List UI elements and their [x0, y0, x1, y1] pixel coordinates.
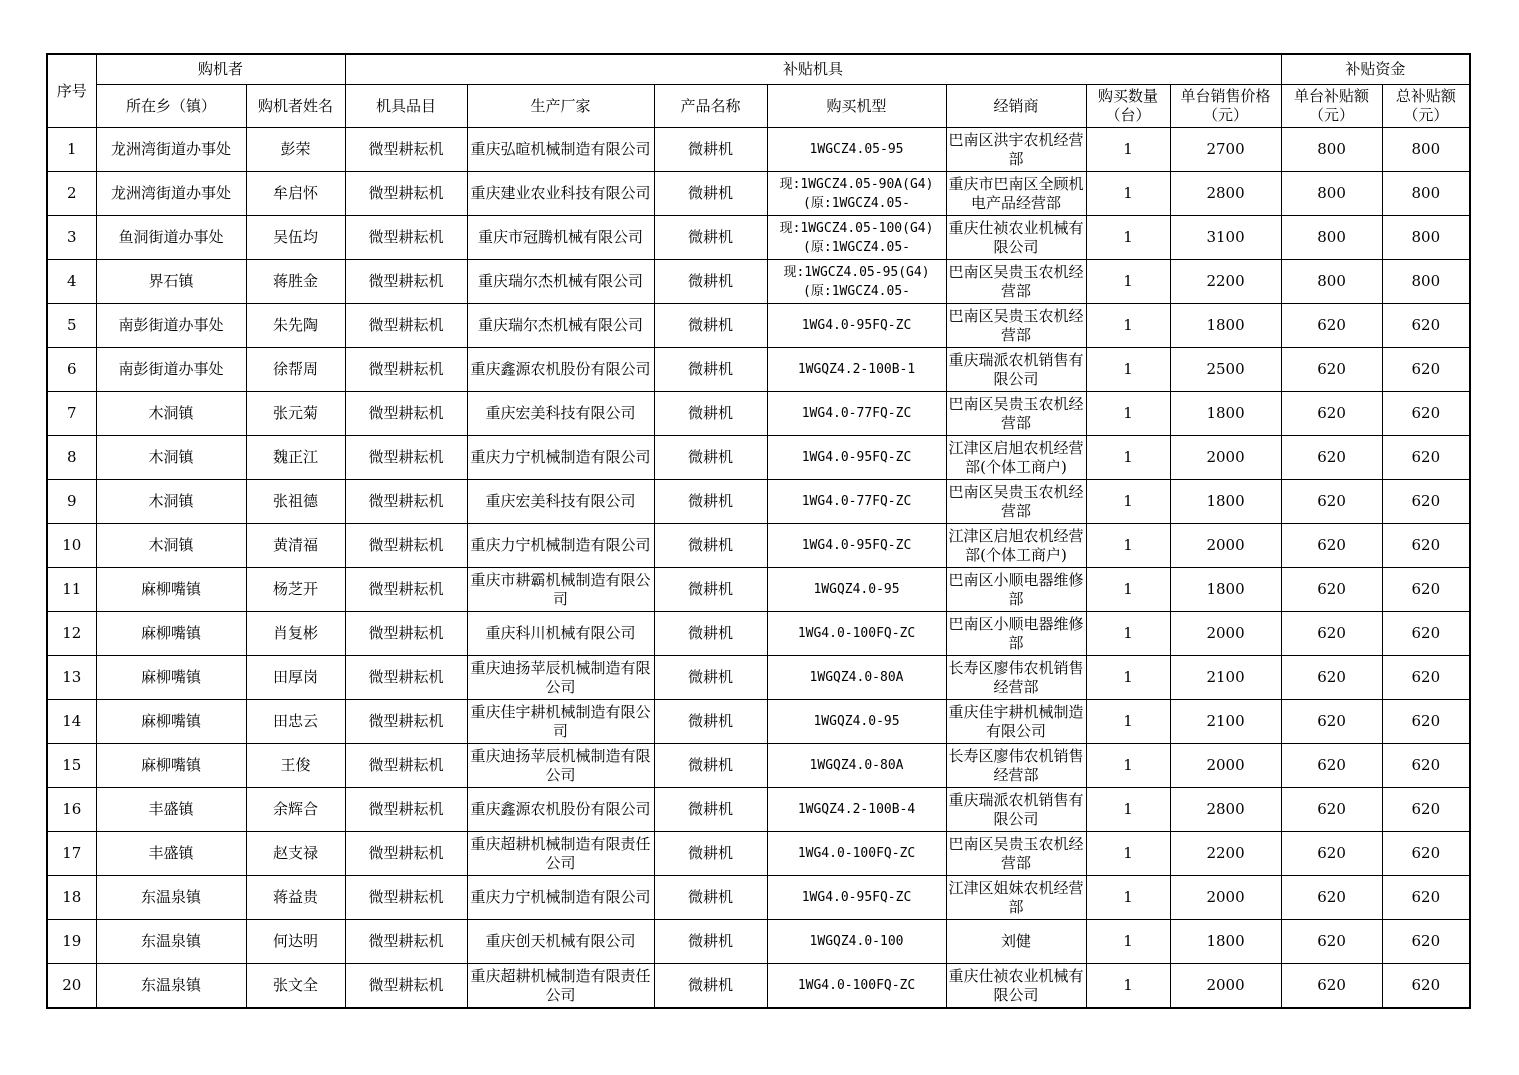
cell-category: 微型耕耘机 — [345, 656, 467, 700]
cell-unit-subsidy: 620 — [1281, 744, 1382, 788]
cell-name: 蒋益贵 — [246, 876, 345, 920]
cell-total-subsidy: 620 — [1382, 436, 1470, 480]
cell-product: 微耕机 — [654, 436, 767, 480]
cell-price: 2700 — [1170, 128, 1281, 172]
cell-dealer: 刘健 — [946, 920, 1086, 964]
cell-dealer: 巴南区吴贵玉农机经营部 — [946, 304, 1086, 348]
cell-model: 1WG4.0-95FQ-ZC — [767, 876, 946, 920]
cell-unit-subsidy: 620 — [1281, 876, 1382, 920]
cell-name: 徐帮周 — [246, 348, 345, 392]
table-row — [47, 348, 1470, 392]
cell-qty: 1 — [1086, 260, 1170, 304]
cell-maker: 重庆建业农业科技有限公司 — [467, 172, 654, 216]
cell-unit-subsidy: 620 — [1281, 392, 1382, 436]
cell-price: 2000 — [1170, 876, 1281, 920]
cell-dealer: 巴南区吴贵玉农机经营部 — [946, 260, 1086, 304]
table-row — [47, 920, 1470, 964]
cell-qty: 1 — [1086, 656, 1170, 700]
table-row — [47, 260, 1470, 304]
cell-dealer: 长寿区廖伟农机销售经营部 — [946, 656, 1086, 700]
cell-name: 杨芝开 — [246, 568, 345, 612]
cell-name: 赵支禄 — [246, 832, 345, 876]
header-maker: 生产厂家 — [467, 85, 654, 128]
cell-category: 微型耕耘机 — [345, 876, 467, 920]
cell-product: 微耕机 — [654, 964, 767, 1009]
cell-total-subsidy: 800 — [1382, 216, 1470, 260]
cell-dealer: 江津区姐妹农机经营部 — [946, 876, 1086, 920]
header-row-columns — [47, 85, 1470, 128]
cell-price: 1800 — [1170, 392, 1281, 436]
cell-product: 微耕机 — [654, 304, 767, 348]
cell-town: 界石镇 — [96, 260, 246, 304]
cell-price: 2200 — [1170, 260, 1281, 304]
cell-maker: 重庆市耕霸机械制造有限公司 — [467, 568, 654, 612]
cell-qty: 1 — [1086, 480, 1170, 524]
header-product: 产品名称 — [654, 85, 767, 128]
cell-name: 牟启怀 — [246, 172, 345, 216]
cell-product: 微耕机 — [654, 480, 767, 524]
cell-unit-subsidy: 620 — [1281, 832, 1382, 876]
cell-qty: 1 — [1086, 304, 1170, 348]
cell-price: 2000 — [1170, 964, 1281, 1009]
cell-qty: 1 — [1086, 392, 1170, 436]
table-row — [47, 656, 1470, 700]
cell-total-subsidy: 620 — [1382, 656, 1470, 700]
cell-category: 微型耕耘机 — [345, 744, 467, 788]
cell-model: 1WGCZ4.05-95 — [767, 128, 946, 172]
cell-unit-subsidy: 800 — [1281, 172, 1382, 216]
cell-price: 2000 — [1170, 612, 1281, 656]
header-dealer: 经销商 — [946, 85, 1086, 128]
cell-town: 麻柳嘴镇 — [96, 744, 246, 788]
cell-price: 2800 — [1170, 172, 1281, 216]
cell-model: 1WG4.0-95FQ-ZC — [767, 436, 946, 480]
cell-unit-subsidy: 620 — [1281, 568, 1382, 612]
table-row — [47, 172, 1470, 216]
cell-category: 微型耕耘机 — [345, 304, 467, 348]
cell-maker: 重庆力宁机械制造有限公司 — [467, 524, 654, 568]
cell-maker: 重庆弘暄机械制造有限公司 — [467, 128, 654, 172]
cell-category: 微型耕耘机 — [345, 568, 467, 612]
cell-unit-subsidy: 800 — [1281, 260, 1382, 304]
table-row — [47, 832, 1470, 876]
cell-name: 黄清福 — [246, 524, 345, 568]
cell-maker: 重庆市冠腾机械有限公司 — [467, 216, 654, 260]
cell-category: 微型耕耘机 — [345, 788, 467, 832]
cell-category: 微型耕耘机 — [345, 348, 467, 392]
cell-product: 微耕机 — [654, 920, 767, 964]
header-town: 所在乡（镇） — [96, 85, 246, 128]
cell-category: 微型耕耘机 — [345, 436, 467, 480]
cell-price: 2000 — [1170, 436, 1281, 480]
cell-product: 微耕机 — [654, 260, 767, 304]
cell-model: 1WG4.0-77FQ-ZC — [767, 480, 946, 524]
cell-name: 蒋胜金 — [246, 260, 345, 304]
cell-name: 田厚岗 — [246, 656, 345, 700]
cell-name: 何达明 — [246, 920, 345, 964]
cell-maker: 重庆力宁机械制造有限公司 — [467, 876, 654, 920]
cell-total-subsidy: 800 — [1382, 172, 1470, 216]
cell-unit-subsidy: 620 — [1281, 348, 1382, 392]
cell-category: 微型耕耘机 — [345, 832, 467, 876]
cell-dealer: 重庆瑞派农机销售有限公司 — [946, 348, 1086, 392]
cell-seq: 18 — [47, 876, 96, 920]
cell-name: 田忠云 — [246, 700, 345, 744]
cell-seq: 20 — [47, 964, 96, 1009]
header-seq: 序号 — [47, 54, 96, 128]
cell-model: 1WGQZ4.0-100 — [767, 920, 946, 964]
cell-qty: 1 — [1086, 568, 1170, 612]
cell-total-subsidy: 620 — [1382, 744, 1470, 788]
cell-name: 张文全 — [246, 964, 345, 1009]
cell-product: 微耕机 — [654, 568, 767, 612]
cell-seq: 15 — [47, 744, 96, 788]
cell-model: 现:1WGCZ4.05-95(G4)(原:1WGCZ4.05- — [767, 260, 946, 304]
cell-seq: 14 — [47, 700, 96, 744]
cell-model: 1WGQZ4.0-95 — [767, 700, 946, 744]
cell-qty: 1 — [1086, 612, 1170, 656]
cell-price: 1800 — [1170, 568, 1281, 612]
cell-model: 1WGQZ4.0-95 — [767, 568, 946, 612]
cell-product: 微耕机 — [654, 348, 767, 392]
cell-category: 微型耕耘机 — [345, 392, 467, 436]
cell-name: 张祖德 — [246, 480, 345, 524]
cell-price: 2000 — [1170, 524, 1281, 568]
cell-unit-subsidy: 620 — [1281, 920, 1382, 964]
cell-model: 1WGQZ4.2-100B-1 — [767, 348, 946, 392]
cell-total-subsidy: 620 — [1382, 788, 1470, 832]
cell-maker: 重庆瑞尔杰机械有限公司 — [467, 260, 654, 304]
cell-unit-subsidy: 620 — [1281, 304, 1382, 348]
cell-total-subsidy: 620 — [1382, 920, 1470, 964]
table-row — [47, 480, 1470, 524]
cell-seq: 5 — [47, 304, 96, 348]
cell-town: 鱼洞街道办事处 — [96, 216, 246, 260]
cell-unit-subsidy: 800 — [1281, 216, 1382, 260]
header-name: 购机者姓名 — [246, 85, 345, 128]
cell-total-subsidy: 620 — [1382, 524, 1470, 568]
cell-seq: 10 — [47, 524, 96, 568]
cell-maker: 重庆鑫源农机股份有限公司 — [467, 788, 654, 832]
cell-town: 龙洲湾街道办事处 — [96, 128, 246, 172]
cell-dealer: 重庆仕祯农业机械有限公司 — [946, 964, 1086, 1009]
cell-dealer: 重庆市巴南区全顾机电产品经营部 — [946, 172, 1086, 216]
cell-product: 微耕机 — [654, 128, 767, 172]
cell-dealer: 重庆佳宇耕机械制造有限公司 — [946, 700, 1086, 744]
cell-model: 1WGQZ4.0-80A — [767, 656, 946, 700]
header-total-subsidy: 总补贴额（元） — [1382, 85, 1470, 128]
cell-unit-subsidy: 620 — [1281, 788, 1382, 832]
table-row — [47, 612, 1470, 656]
cell-price: 3100 — [1170, 216, 1281, 260]
header-funds-group: 补贴资金 — [1281, 54, 1470, 85]
cell-town: 东温泉镇 — [96, 920, 246, 964]
cell-model: 1WG4.0-95FQ-ZC — [767, 524, 946, 568]
cell-maker: 重庆超耕机械制造有限责任公司 — [467, 832, 654, 876]
cell-price: 2100 — [1170, 700, 1281, 744]
cell-qty: 1 — [1086, 348, 1170, 392]
cell-total-subsidy: 800 — [1382, 260, 1470, 304]
cell-dealer: 长寿区廖伟农机销售经营部 — [946, 744, 1086, 788]
cell-seq: 11 — [47, 568, 96, 612]
cell-unit-subsidy: 620 — [1281, 700, 1382, 744]
cell-unit-subsidy: 800 — [1281, 128, 1382, 172]
cell-unit-subsidy: 620 — [1281, 436, 1382, 480]
cell-category: 微型耕耘机 — [345, 964, 467, 1009]
cell-qty: 1 — [1086, 524, 1170, 568]
cell-price: 2800 — [1170, 788, 1281, 832]
cell-name: 肖复彬 — [246, 612, 345, 656]
cell-seq: 17 — [47, 832, 96, 876]
cell-name: 王俊 — [246, 744, 345, 788]
cell-town: 东温泉镇 — [96, 876, 246, 920]
cell-town: 南彭街道办事处 — [96, 348, 246, 392]
cell-seq: 12 — [47, 612, 96, 656]
cell-maker: 重庆宏美科技有限公司 — [467, 480, 654, 524]
cell-unit-subsidy: 620 — [1281, 524, 1382, 568]
cell-total-subsidy: 620 — [1382, 964, 1470, 1009]
cell-town: 木洞镇 — [96, 392, 246, 436]
cell-total-subsidy: 620 — [1382, 348, 1470, 392]
cell-price: 2500 — [1170, 348, 1281, 392]
cell-name: 魏正江 — [246, 436, 345, 480]
cell-seq: 1 — [47, 128, 96, 172]
cell-seq: 19 — [47, 920, 96, 964]
cell-maker: 重庆佳宇耕机械制造有限公司 — [467, 700, 654, 744]
cell-unit-subsidy: 620 — [1281, 612, 1382, 656]
table-row — [47, 964, 1470, 1009]
cell-town: 南彭街道办事处 — [96, 304, 246, 348]
cell-category: 微型耕耘机 — [345, 260, 467, 304]
header-machine-group: 补贴机具 — [345, 54, 1281, 85]
cell-maker: 重庆瑞尔杰机械有限公司 — [467, 304, 654, 348]
cell-product: 微耕机 — [654, 172, 767, 216]
header-price: 单台销售价格（元） — [1170, 85, 1281, 128]
cell-maker: 重庆超耕机械制造有限责任公司 — [467, 964, 654, 1009]
table-row — [47, 876, 1470, 920]
cell-name: 吴伍均 — [246, 216, 345, 260]
table-row — [47, 392, 1470, 436]
table-row — [47, 568, 1470, 612]
cell-category: 微型耕耘机 — [345, 172, 467, 216]
cell-name: 余辉合 — [246, 788, 345, 832]
cell-dealer: 江津区启旭农机经营部(个体工商户) — [946, 524, 1086, 568]
cell-product: 微耕机 — [654, 744, 767, 788]
cell-model: 1WGQZ4.2-100B-4 — [767, 788, 946, 832]
cell-category: 微型耕耘机 — [345, 524, 467, 568]
cell-category: 微型耕耘机 — [345, 216, 467, 260]
cell-price: 2000 — [1170, 744, 1281, 788]
cell-dealer: 巴南区小顺电器维修部 — [946, 568, 1086, 612]
cell-qty: 1 — [1086, 744, 1170, 788]
cell-seq: 7 — [47, 392, 96, 436]
cell-unit-subsidy: 620 — [1281, 480, 1382, 524]
cell-maker: 重庆迪扬苹辰机械制造有限公司 — [467, 656, 654, 700]
cell-seq: 3 — [47, 216, 96, 260]
cell-qty: 1 — [1086, 964, 1170, 1009]
table-row — [47, 700, 1470, 744]
subsidy-table — [46, 53, 1471, 1009]
cell-total-subsidy: 800 — [1382, 128, 1470, 172]
table-row — [47, 744, 1470, 788]
cell-model: 1WG4.0-100FQ-ZC — [767, 612, 946, 656]
cell-total-subsidy: 620 — [1382, 832, 1470, 876]
cell-maker: 重庆力宁机械制造有限公司 — [467, 436, 654, 480]
cell-qty: 1 — [1086, 920, 1170, 964]
cell-unit-subsidy: 620 — [1281, 656, 1382, 700]
cell-category: 微型耕耘机 — [345, 480, 467, 524]
cell-qty: 1 — [1086, 700, 1170, 744]
table-row — [47, 524, 1470, 568]
table-row — [47, 304, 1470, 348]
cell-town: 麻柳嘴镇 — [96, 612, 246, 656]
cell-price: 1800 — [1170, 480, 1281, 524]
cell-dealer: 江津区启旭农机经营部(个体工商户) — [946, 436, 1086, 480]
cell-seq: 13 — [47, 656, 96, 700]
cell-qty: 1 — [1086, 172, 1170, 216]
cell-dealer: 重庆仕祯农业机械有限公司 — [946, 216, 1086, 260]
cell-total-subsidy: 620 — [1382, 304, 1470, 348]
cell-seq: 8 — [47, 436, 96, 480]
cell-maker: 重庆宏美科技有限公司 — [467, 392, 654, 436]
cell-product: 微耕机 — [654, 656, 767, 700]
cell-total-subsidy: 620 — [1382, 480, 1470, 524]
cell-dealer: 重庆瑞派农机销售有限公司 — [946, 788, 1086, 832]
cell-product: 微耕机 — [654, 876, 767, 920]
cell-product: 微耕机 — [654, 832, 767, 876]
table-row — [47, 128, 1470, 172]
cell-town: 龙洲湾街道办事处 — [96, 172, 246, 216]
cell-maker: 重庆科川机械有限公司 — [467, 612, 654, 656]
cell-model: 1WGQZ4.0-80A — [767, 744, 946, 788]
cell-town: 木洞镇 — [96, 480, 246, 524]
table-row — [47, 436, 1470, 480]
cell-product: 微耕机 — [654, 612, 767, 656]
cell-maker: 重庆创天机械有限公司 — [467, 920, 654, 964]
cell-category: 微型耕耘机 — [345, 920, 467, 964]
cell-dealer: 巴南区小顺电器维修部 — [946, 612, 1086, 656]
header-unit-subsidy: 单台补贴额（元） — [1281, 85, 1382, 128]
cell-model: 现:1WGCZ4.05-90A(G4)(原:1WGCZ4.05- — [767, 172, 946, 216]
cell-qty: 1 — [1086, 876, 1170, 920]
cell-town: 麻柳嘴镇 — [96, 568, 246, 612]
header-qty: 购买数量（台） — [1086, 85, 1170, 128]
cell-seq: 16 — [47, 788, 96, 832]
cell-total-subsidy: 620 — [1382, 876, 1470, 920]
cell-product: 微耕机 — [654, 788, 767, 832]
cell-model: 1WG4.0-100FQ-ZC — [767, 964, 946, 1009]
cell-town: 木洞镇 — [96, 524, 246, 568]
cell-maker: 重庆鑫源农机股份有限公司 — [467, 348, 654, 392]
cell-town: 麻柳嘴镇 — [96, 656, 246, 700]
header-buyer-group: 购机者 — [96, 54, 345, 85]
cell-seq: 9 — [47, 480, 96, 524]
cell-model: 1WG4.0-77FQ-ZC — [767, 392, 946, 436]
cell-total-subsidy: 620 — [1382, 392, 1470, 436]
header-model: 购买机型 — [767, 85, 946, 128]
table-row — [47, 216, 1470, 260]
cell-qty: 1 — [1086, 832, 1170, 876]
cell-model: 现:1WGCZ4.05-100(G4)(原:1WGCZ4.05- — [767, 216, 946, 260]
cell-name: 彭荣 — [246, 128, 345, 172]
cell-town: 东温泉镇 — [96, 964, 246, 1009]
cell-town: 丰盛镇 — [96, 832, 246, 876]
cell-unit-subsidy: 620 — [1281, 964, 1382, 1009]
cell-price: 2100 — [1170, 656, 1281, 700]
cell-seq: 6 — [47, 348, 96, 392]
cell-qty: 1 — [1086, 436, 1170, 480]
cell-name: 张元菊 — [246, 392, 345, 436]
cell-total-subsidy: 620 — [1382, 700, 1470, 744]
cell-price: 1800 — [1170, 920, 1281, 964]
cell-product: 微耕机 — [654, 216, 767, 260]
cell-dealer: 巴南区吴贵玉农机经营部 — [946, 480, 1086, 524]
table-row — [47, 788, 1470, 832]
cell-town: 麻柳嘴镇 — [96, 700, 246, 744]
cell-total-subsidy: 620 — [1382, 612, 1470, 656]
cell-qty: 1 — [1086, 216, 1170, 260]
cell-category: 微型耕耘机 — [345, 128, 467, 172]
cell-total-subsidy: 620 — [1382, 568, 1470, 612]
cell-product: 微耕机 — [654, 524, 767, 568]
cell-price: 2200 — [1170, 832, 1281, 876]
cell-category: 微型耕耘机 — [345, 700, 467, 744]
cell-maker: 重庆迪扬苹辰机械制造有限公司 — [467, 744, 654, 788]
cell-product: 微耕机 — [654, 700, 767, 744]
cell-seq: 4 — [47, 260, 96, 304]
cell-product: 微耕机 — [654, 392, 767, 436]
header-category: 机具品目 — [345, 85, 467, 128]
cell-qty: 1 — [1086, 788, 1170, 832]
cell-model: 1WG4.0-95FQ-ZC — [767, 304, 946, 348]
cell-town: 木洞镇 — [96, 436, 246, 480]
cell-dealer: 巴南区吴贵玉农机经营部 — [946, 832, 1086, 876]
cell-town: 丰盛镇 — [96, 788, 246, 832]
cell-dealer: 巴南区洪宇农机经营部 — [946, 128, 1086, 172]
cell-qty: 1 — [1086, 128, 1170, 172]
header-row-group — [47, 54, 1470, 85]
cell-dealer: 巴南区吴贵玉农机经营部 — [946, 392, 1086, 436]
cell-name: 朱先陶 — [246, 304, 345, 348]
cell-model: 1WG4.0-100FQ-ZC — [767, 832, 946, 876]
cell-seq: 2 — [47, 172, 96, 216]
cell-category: 微型耕耘机 — [345, 612, 467, 656]
cell-price: 1800 — [1170, 304, 1281, 348]
